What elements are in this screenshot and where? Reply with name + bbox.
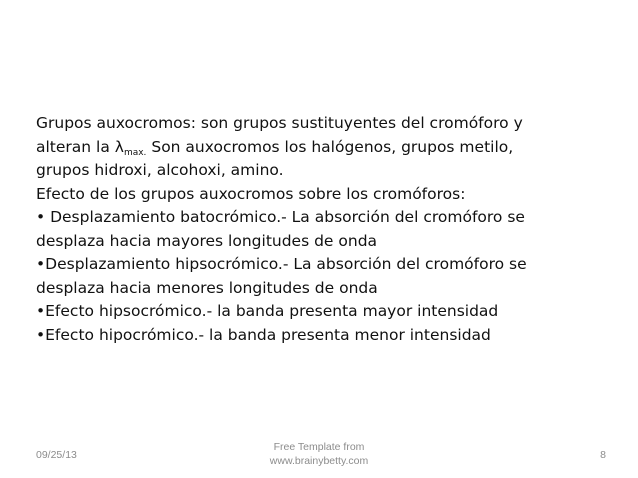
- footer-credit-url: www.brainybetty.com: [269, 455, 369, 467]
- bullet-batocromico: [36, 206, 616, 253]
- lambda-subscript: max.: [123, 147, 147, 158]
- footer-date: 09/25/13: [36, 449, 77, 461]
- text-line: desplaza hacia menores longitudes de onda: [36, 278, 378, 297]
- paragraph-efecto-heading: [36, 183, 616, 207]
- paragraph-auxocromos: [36, 112, 616, 183]
- text-line: grupos hidroxi, alcohoxi, amino.: [36, 161, 284, 179]
- text-line: Efecto de los grupos auxocromos sobre los cromóforos:: [36, 184, 466, 203]
- footer-credit-line: Free Template from: [273, 441, 365, 453]
- text-line: •Efecto hipsocrómico.- la banda presenta mayor intensidad: [36, 302, 499, 320]
- bullet-hipsocromico-efecto: [36, 300, 616, 324]
- text-line: alteran la λ: [36, 137, 124, 156]
- slide-body: [36, 112, 616, 347]
- text-line: • Desplazamiento batocrómico.- La absorción del cromóforo se: [36, 208, 525, 226]
- bullet-hipocromico-efecto: [36, 324, 616, 348]
- text-line: Son auxocromos los halógenos, grupos metilo,: [146, 137, 514, 156]
- text-line: desplaza hacia mayores longitudes de onda: [36, 231, 378, 250]
- text-line: •Desplazamiento hipsocrómico.- La absorción del cromóforo se: [36, 255, 527, 273]
- text-line: •Efecto hipocrómico.- la banda presenta menor intensidad: [36, 325, 491, 344]
- page-number: 8: [600, 449, 606, 461]
- footer-credit: [219, 440, 419, 468]
- bullet-hipsocromico-desplazamiento: [36, 253, 616, 300]
- text-line: Grupos auxocromos: son grupos sustituyentes del cromóforo y: [36, 114, 523, 132]
